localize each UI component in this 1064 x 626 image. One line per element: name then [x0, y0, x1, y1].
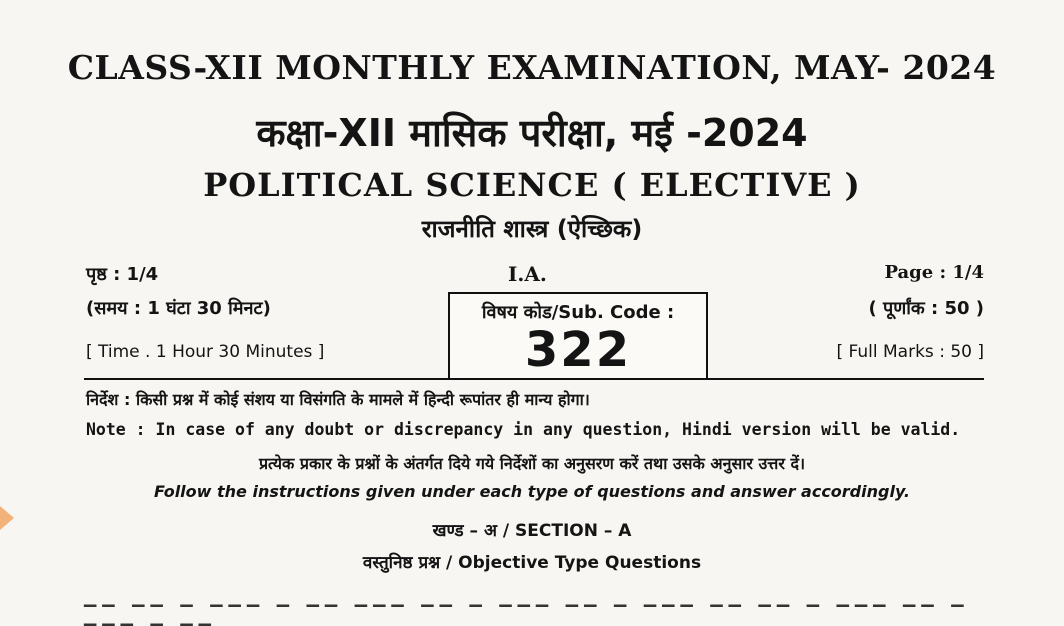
english-note: Note : In case of any doubt or discrepancy in any question, Hindi version will be valid.	[86, 420, 961, 439]
page-number-english: Page : 1/4	[884, 262, 984, 283]
subject-title-english: POLITICAL SCIENCE ( ELECTIVE )	[203, 166, 861, 204]
cut-off-text-line: ▁▁ ▁▁ ▁ ▁▁▁ ▁ ▁▁ ▁▁▁ ▁▁ ▁ ▁▁▁ ▁▁ ▁ ▁▁▁ ▁▁ ▁▁ ▁ ▁▁▁ ▁▁ ▁ ▁▁▁ ▁ ▁▁	[84, 588, 970, 626]
exam-title-hindi: कक्षा-XII मासिक परीक्षा, मई -2024	[256, 111, 808, 155]
hindi-follow-instruction: प्रत्येक प्रकार के प्रश्नों के अंतर्गत दिये गये निर्देशों का अनुसरण करें तथा उसके अनुसार उत्तर दें।	[258, 454, 806, 473]
subject-code-value: 322	[524, 322, 632, 378]
page-corner-mark	[0, 506, 14, 530]
hindi-note: निर्देश : किसी प्रश्न में कोई संशय या विसंगति के मामले में हिन्दी रूपांतर ही मान्य होगा।	[86, 390, 590, 409]
subject-title-hindi: राजनीति शास्त्र (ऐच्छिक)	[421, 215, 643, 243]
exam-title-english: CLASS-XII MONTHLY EXAMINATION, MAY- 2024	[67, 48, 997, 87]
subject-code-label: विषय कोड/Sub. Code :	[481, 302, 675, 323]
english-follow-instruction: Follow the instructions given under each type of questions and answer accordingly.	[154, 482, 910, 501]
subject-code-box	[448, 292, 708, 380]
stream-label: I.A.	[508, 262, 547, 286]
time-hindi: (समय : 1 घंटा 30 मिनट)	[86, 298, 271, 319]
section-subheading: वस्तुनिष्ठ प्रश्न / Objective Type Questions	[362, 553, 702, 573]
full-marks-english: [ Full Marks : 50 ]	[836, 342, 984, 362]
page-number-hindi: पृष्ठ : 1/4	[86, 264, 159, 285]
header-divider	[84, 378, 984, 380]
section-heading: खण्ड – अ / SECTION – A	[432, 521, 632, 541]
full-marks-hindi: ( पूर्णांक : 50 )	[868, 298, 984, 319]
time-english: [ Time . 1 Hour 30 Minutes ]	[86, 342, 325, 362]
